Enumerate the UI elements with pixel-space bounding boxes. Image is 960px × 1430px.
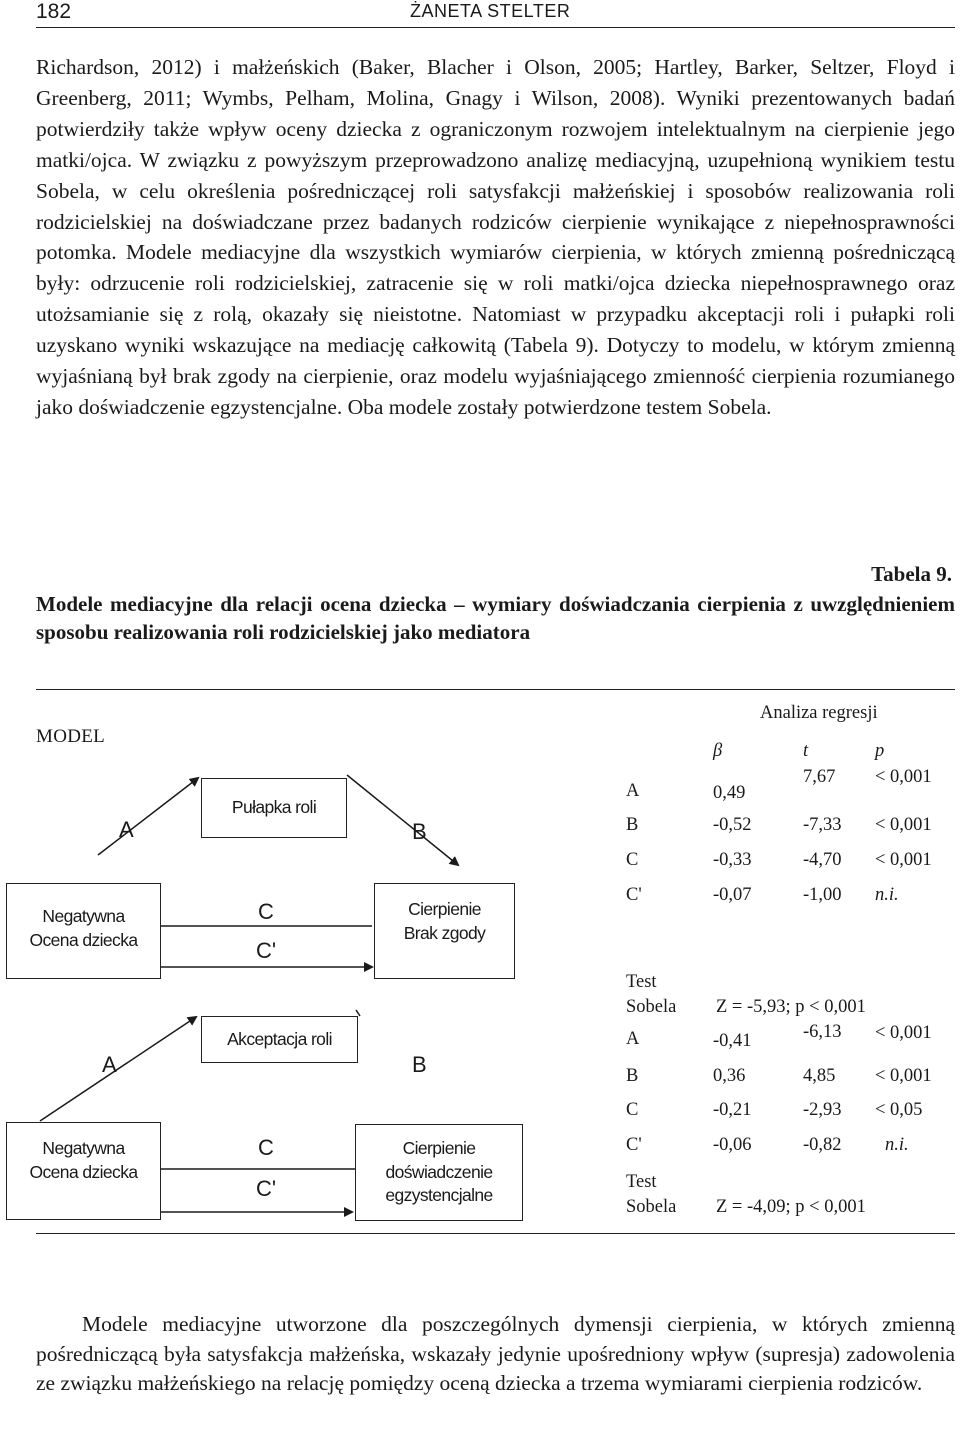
m1-row-c-beta: -0,33 xyxy=(713,850,752,870)
outcome-label-1a: Cierpienie xyxy=(408,899,481,919)
mediator-label-2: Akceptacja roli xyxy=(227,1029,332,1049)
predictor-label-1b: Ocena dziecka xyxy=(29,930,138,950)
m1-row-a-beta: 0,49 xyxy=(713,783,746,803)
outcome-box-1 xyxy=(374,883,515,979)
m1-row-a-path: A xyxy=(626,781,640,801)
m2-row-cprime-path: C' xyxy=(626,1135,642,1155)
predictor-box-2 xyxy=(6,1122,161,1220)
path-a-arrow-1 xyxy=(98,778,198,855)
outcome-box-2 xyxy=(355,1124,523,1221)
path-a-label-1: A xyxy=(119,817,134,842)
predictor-label-2b: Ocena dziecka xyxy=(29,1162,138,1182)
m1-row-b-t: -7,33 xyxy=(803,815,842,835)
m1-row-c-p: < 0,001 xyxy=(875,850,932,870)
m2-row-c-p: < 0,05 xyxy=(875,1100,923,1120)
outcome-label-2c: egzystencjalne xyxy=(385,1185,493,1205)
m2-row-cprime-p: n.i. xyxy=(885,1135,909,1155)
outcome-label-2b: doświadczenie xyxy=(385,1162,493,1182)
mediator-box-1 xyxy=(201,778,347,838)
model-label: MODEL xyxy=(36,726,106,747)
m2-sobela-z: Z = -4,09; p < 0,001 xyxy=(716,1197,866,1217)
path-c-label-2: C xyxy=(258,1135,274,1160)
m2-row-c-beta: -0,21 xyxy=(713,1100,752,1120)
m2-sobela-line1: Test xyxy=(626,1172,657,1192)
m1-row-b-beta: -0,52 xyxy=(713,815,752,835)
path-c-prime-label-1: C' xyxy=(256,938,277,963)
m1-row-b-p: < 0,001 xyxy=(875,815,932,835)
m2-row-a-beta: -0,41 xyxy=(713,1031,752,1051)
table-number: Tabela 9. xyxy=(871,562,952,586)
col-header-p: p xyxy=(875,741,885,761)
table-caption: Modele mediacyjne dla relacji ocena dziecka – wymiary doświadczania cierpienia z uwzględnieniem sposobu realizowania roli rodzicielskiej jako mediatora xyxy=(36,592,955,644)
m2-sobela-line2: Sobela xyxy=(626,1197,677,1217)
running-head: ŻANETA STELTER xyxy=(410,1,571,21)
m2-row-a-path: A xyxy=(626,1029,640,1049)
page-number: 182 xyxy=(36,0,72,23)
predictor-label-1a: Negatywna xyxy=(42,906,125,926)
m2-row-a-p: < 0,001 xyxy=(875,1023,932,1043)
mediator-box-2 xyxy=(201,1016,358,1063)
m1-row-cprime-t: -1,00 xyxy=(803,885,842,905)
path-b-label-1: B xyxy=(412,819,427,844)
m2-row-cprime-beta: -0,06 xyxy=(713,1135,752,1155)
m1-row-a-p: < 0,001 xyxy=(875,767,932,787)
predictor-label-2a: Negatywna xyxy=(42,1138,125,1158)
regression-title: Analiza regresji xyxy=(760,703,878,723)
body-paragraph-2: Modele mediacyjne utworzone dla poszczególnych dymensji cierpienia, w których zmienną pośredniczącą była satysfakcja małżeńska, wskazały jedynie upośredniony wpływ (supresja) zadowolenia ze związku małżeńskiego na relację pomiędzy oceną dziecka a trzema wymiarami cierpienia rodziców. xyxy=(36,1312,955,1395)
m2-row-b-beta: 0,36 xyxy=(713,1066,746,1086)
path-a-label-2: A xyxy=(102,1052,117,1077)
m1-sobela-z: Z = -5,93; p < 0,001 xyxy=(716,997,866,1017)
m1-row-c-path: C xyxy=(626,850,639,870)
path-b-line-1 xyxy=(347,775,458,865)
m1-row-cprime-beta: -0,07 xyxy=(713,885,752,905)
path-a-arrow-2 xyxy=(40,1017,196,1121)
m1-row-b-path: B xyxy=(626,815,639,835)
m2-row-cprime-t: -0,82 xyxy=(803,1135,842,1155)
col-header-t: t xyxy=(803,741,809,761)
m2-row-c-path: C xyxy=(626,1100,639,1120)
outcome-label-2a: Cierpienie xyxy=(402,1138,476,1158)
m2-row-c-t: -2,93 xyxy=(803,1100,842,1120)
m1-sobela-line2: Sobela xyxy=(626,997,677,1017)
m2-row-a-t: -6,13 xyxy=(803,1022,842,1042)
path-b-label-2: B xyxy=(412,1052,427,1077)
m1-row-cprime-p: n.i. xyxy=(875,885,899,905)
m1-row-a-t: 7,67 xyxy=(803,767,836,787)
mediator-label-1: Pułapka roli xyxy=(231,797,317,817)
path-c-prime-label-2: C' xyxy=(256,1176,277,1201)
outcome-label-1b: Brak zgody xyxy=(403,923,486,943)
m1-row-c-t: -4,70 xyxy=(803,850,842,870)
m1-sobela-line1: Test xyxy=(626,972,657,992)
predictor-box-1 xyxy=(6,883,161,979)
m2-row-b-t: 4,85 xyxy=(803,1066,836,1086)
m2-row-b-path: B xyxy=(626,1066,639,1086)
path-c-label-1: C xyxy=(258,899,274,924)
m1-row-cprime-path: C' xyxy=(626,885,642,905)
col-header-beta: β xyxy=(713,741,723,761)
m2-row-b-p: < 0,001 xyxy=(875,1066,932,1086)
body-paragraph-1: Richardson, 2012) i małżeńskich (Baker, Blacher i Olson, 2005; Hartley, Barker, Seltzer, Floyd i Greenberg, 2011; Wymbs, Pelham, Molina, Gnagy i Wilson, 2008). Wyniki prezentowanych badań potwierdziły także wpływ oceny dziecka z ograniczonym rozwojem intelektualnym na cierpienie jego matki/ojca. W związku z powyższym przeprowadzono analizę mediacyjną, uzupełnioną wynikiem testu Sobela, w celu określenia pośredniczącej roli satysfakcji małżeńskiej i sposobów realizowania roli rodzicielskiej na doświadczane przez badanych rodziców cierpienie wynikające z niepełnosprawności potomka. Modele mediacyjne dla wszystkich wymiarów cierpienia, w których zmienną pośredniczącą były: odrzucenie roli rodzicielskiej, zatracenie się w roli matki/ojca dziecka niepełnosprawnego oraz utożsamianie się z rolą, okazały się nieistotne. Natomiast w przypadku akceptacji roli i pułapki roli uzyskano wyniki wskazujące na mediację całkowitą (Tabela 9). Dotyczy to modelu, w którym zmienną wyjaśnianą był brak zgody na cierpienie, oraz modelu wyjaśniającego zmienność cierpienia rozumianego jako doświadczenie egzystencjalne. Oba modele zostały potwierdzone testem Sobela. xyxy=(36,55,955,419)
